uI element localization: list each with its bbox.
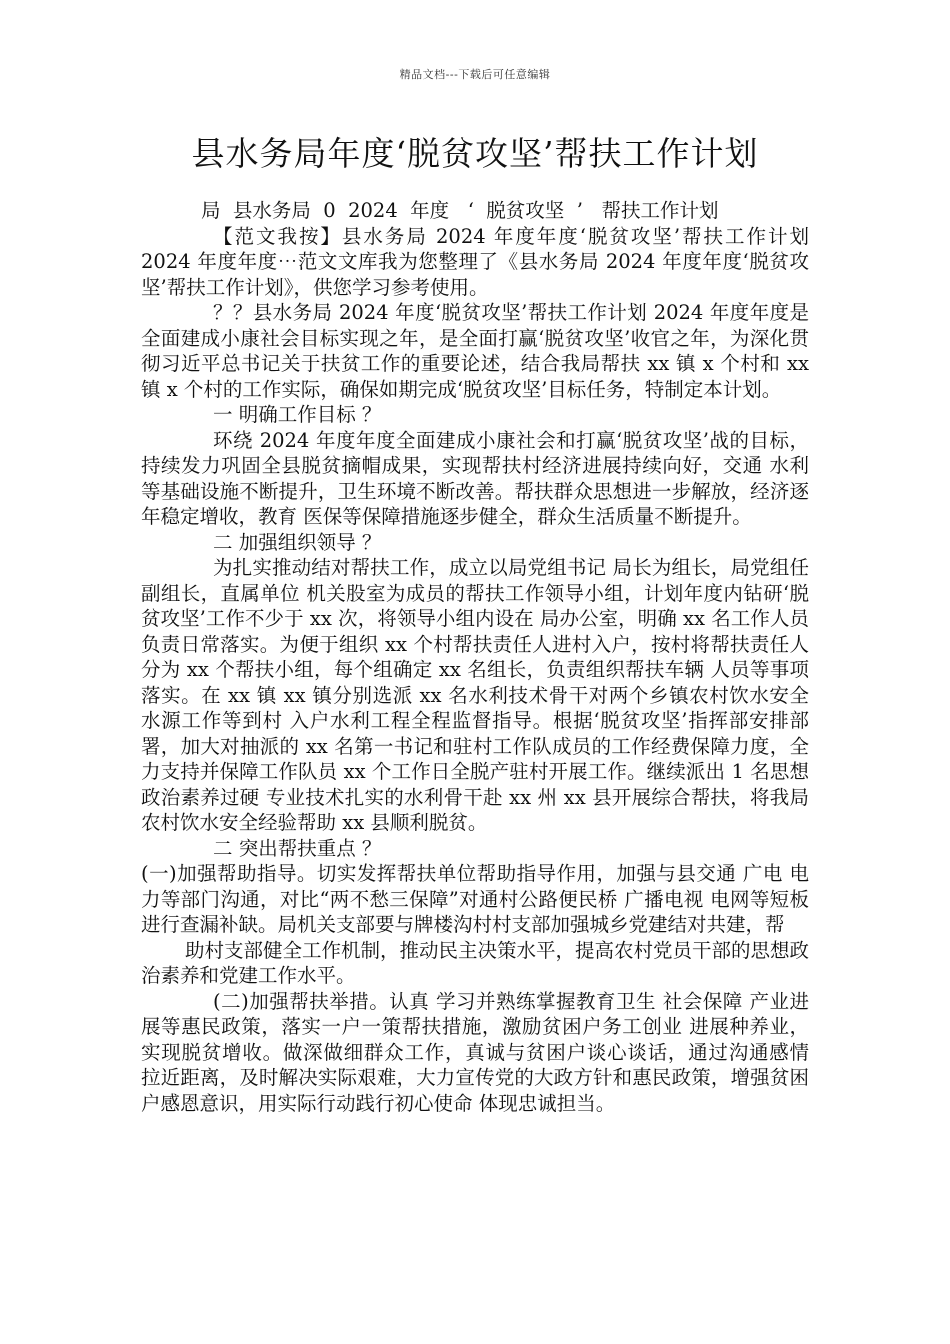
document-body xyxy=(141,198,809,1116)
paragraph-goals: 环绕 2024 年度年度全面建成小康社会和打赢‘脱贫攻坚’战的目标，持续发力巩固全县脱贫摘帽成果，实现帮扶村经济进展持续向好，交通 水利等基础设施不断提升，卫生环境不断改善。帮扶群众思想进一步解放，经济逐年稳定增收，教育 医保等保障措施逐步健全，群众生活质量不断提升。 xyxy=(141,428,809,528)
section-heading-focus: 二 突出帮扶重点 ？ xyxy=(213,836,382,860)
document-title: 县水务局年度‘脱贫攻坚’帮扶工作计划 xyxy=(191,134,759,173)
paragraph-focus-guidance: (一)加强帮助指导。切实发挥帮扶单位帮助指导作用，加强与县交通 广电 电力等部门沟通，对比“两不愁三保障”对通村公路便民桥 广播电视 电网等短板进行查漏补缺。局机关支部要与牌楼沟村村支部加强城乡党建结对共建，帮 xyxy=(141,862,809,936)
section-heading-leadership: 二 加强组织领导 ？ xyxy=(213,530,382,554)
subtitle-line: 局 县水务局 0 2024 年度 ‘ 脱贫攻坚 ’ 帮扶工作计划 xyxy=(201,199,719,222)
section-heading-goals: 一 明确工作目标 ？ xyxy=(213,403,382,426)
paragraph-leadership: 为扎实推动结对帮扶工作，成立以局党组书记 局长为组长，局党组任副组长，直属单位 机关股室为成员的帮扶工作领导小组，计划年度内钻研‘脱贫攻坚’工作不少于 xx 次，将领导小组内设在 局办公室，明确 xx 名工作人员负责日常落实。为便于组织 xx 个村帮扶责任人进村入户，按村将帮扶责任人分为 xx 个帮扶小组，每个组确定 xx 名组长，负责组织帮扶车辆 人员等事项落实。在 xx 镇 xx 镇分别选派 xx 名水利技术骨干对两个乡镇农村饮水安全 水源工作等到村 入户水利工程全程监督指导。根据‘脱贫攻坚’指挥部安排部署，加大对抽派的 xx 名第一书记和驻村工作队成员的工作经费保障力度，全力支持并保障工作队员 xx 个工作日全脱产驻村开展工作。继续派出 1 名思想政治素养过硬 专业技术扎实的水利骨干赴 xx 州 xx 县开展综合帮扶，将我局农村饮水安全经验帮助 xx 县顺利脱贫。 xyxy=(141,556,809,834)
header-note: 精品文档---下载后可任意编辑 xyxy=(399,68,551,81)
paragraph-intro: 【范文我按】县水务局 2024 年度年度‘脱贫攻坚’帮扶工作计划 2024 年度年度⋯范文文库我为您整理了《县水务局 2024 年度年度‘脱贫攻坚’帮扶工作计划》，供您学习参考使用。 xyxy=(141,224,809,299)
paragraph-focus-measures: (二)加强帮扶举措。认真 学习并熟练掌握教育卫生 社会保障 产业进展等惠民政策，落实一户一策帮扶措施，激励贫困户务工创业 进展种养业，实现脱贫增收。做深做细群众工作，真诚与贫困户谈心谈话，通过沟通感情 拉近距离，及时解决实际艰难，大力宣传党的大政方针和惠民政策，增强贫困户感恩意识，用实际行动践行初心使命 体现忠诚担当。 xyxy=(141,989,809,1115)
paragraph-focus-guidance-cont: 助村支部健全工作机制，推动民主决策水平，提高农村党员干部的思想政治素养和党建工作水平。 xyxy=(141,938,810,987)
paragraph-background: ？？县水务局 2024 年度‘脱贫攻坚’帮扶工作计划 2024 年度年度是全面建成小康社会目标实现之年，是全面打赢‘脱贫攻坚’收官之年，为深化贯彻习近平总书记关于扶贫工作的重要论述，结合我局帮扶 xx 镇 x 个村和 xx 镇 x 个村的工作实际，确保如期完成‘脱贫攻坚’目标任务，特制定本计划。 xyxy=(141,301,809,401)
